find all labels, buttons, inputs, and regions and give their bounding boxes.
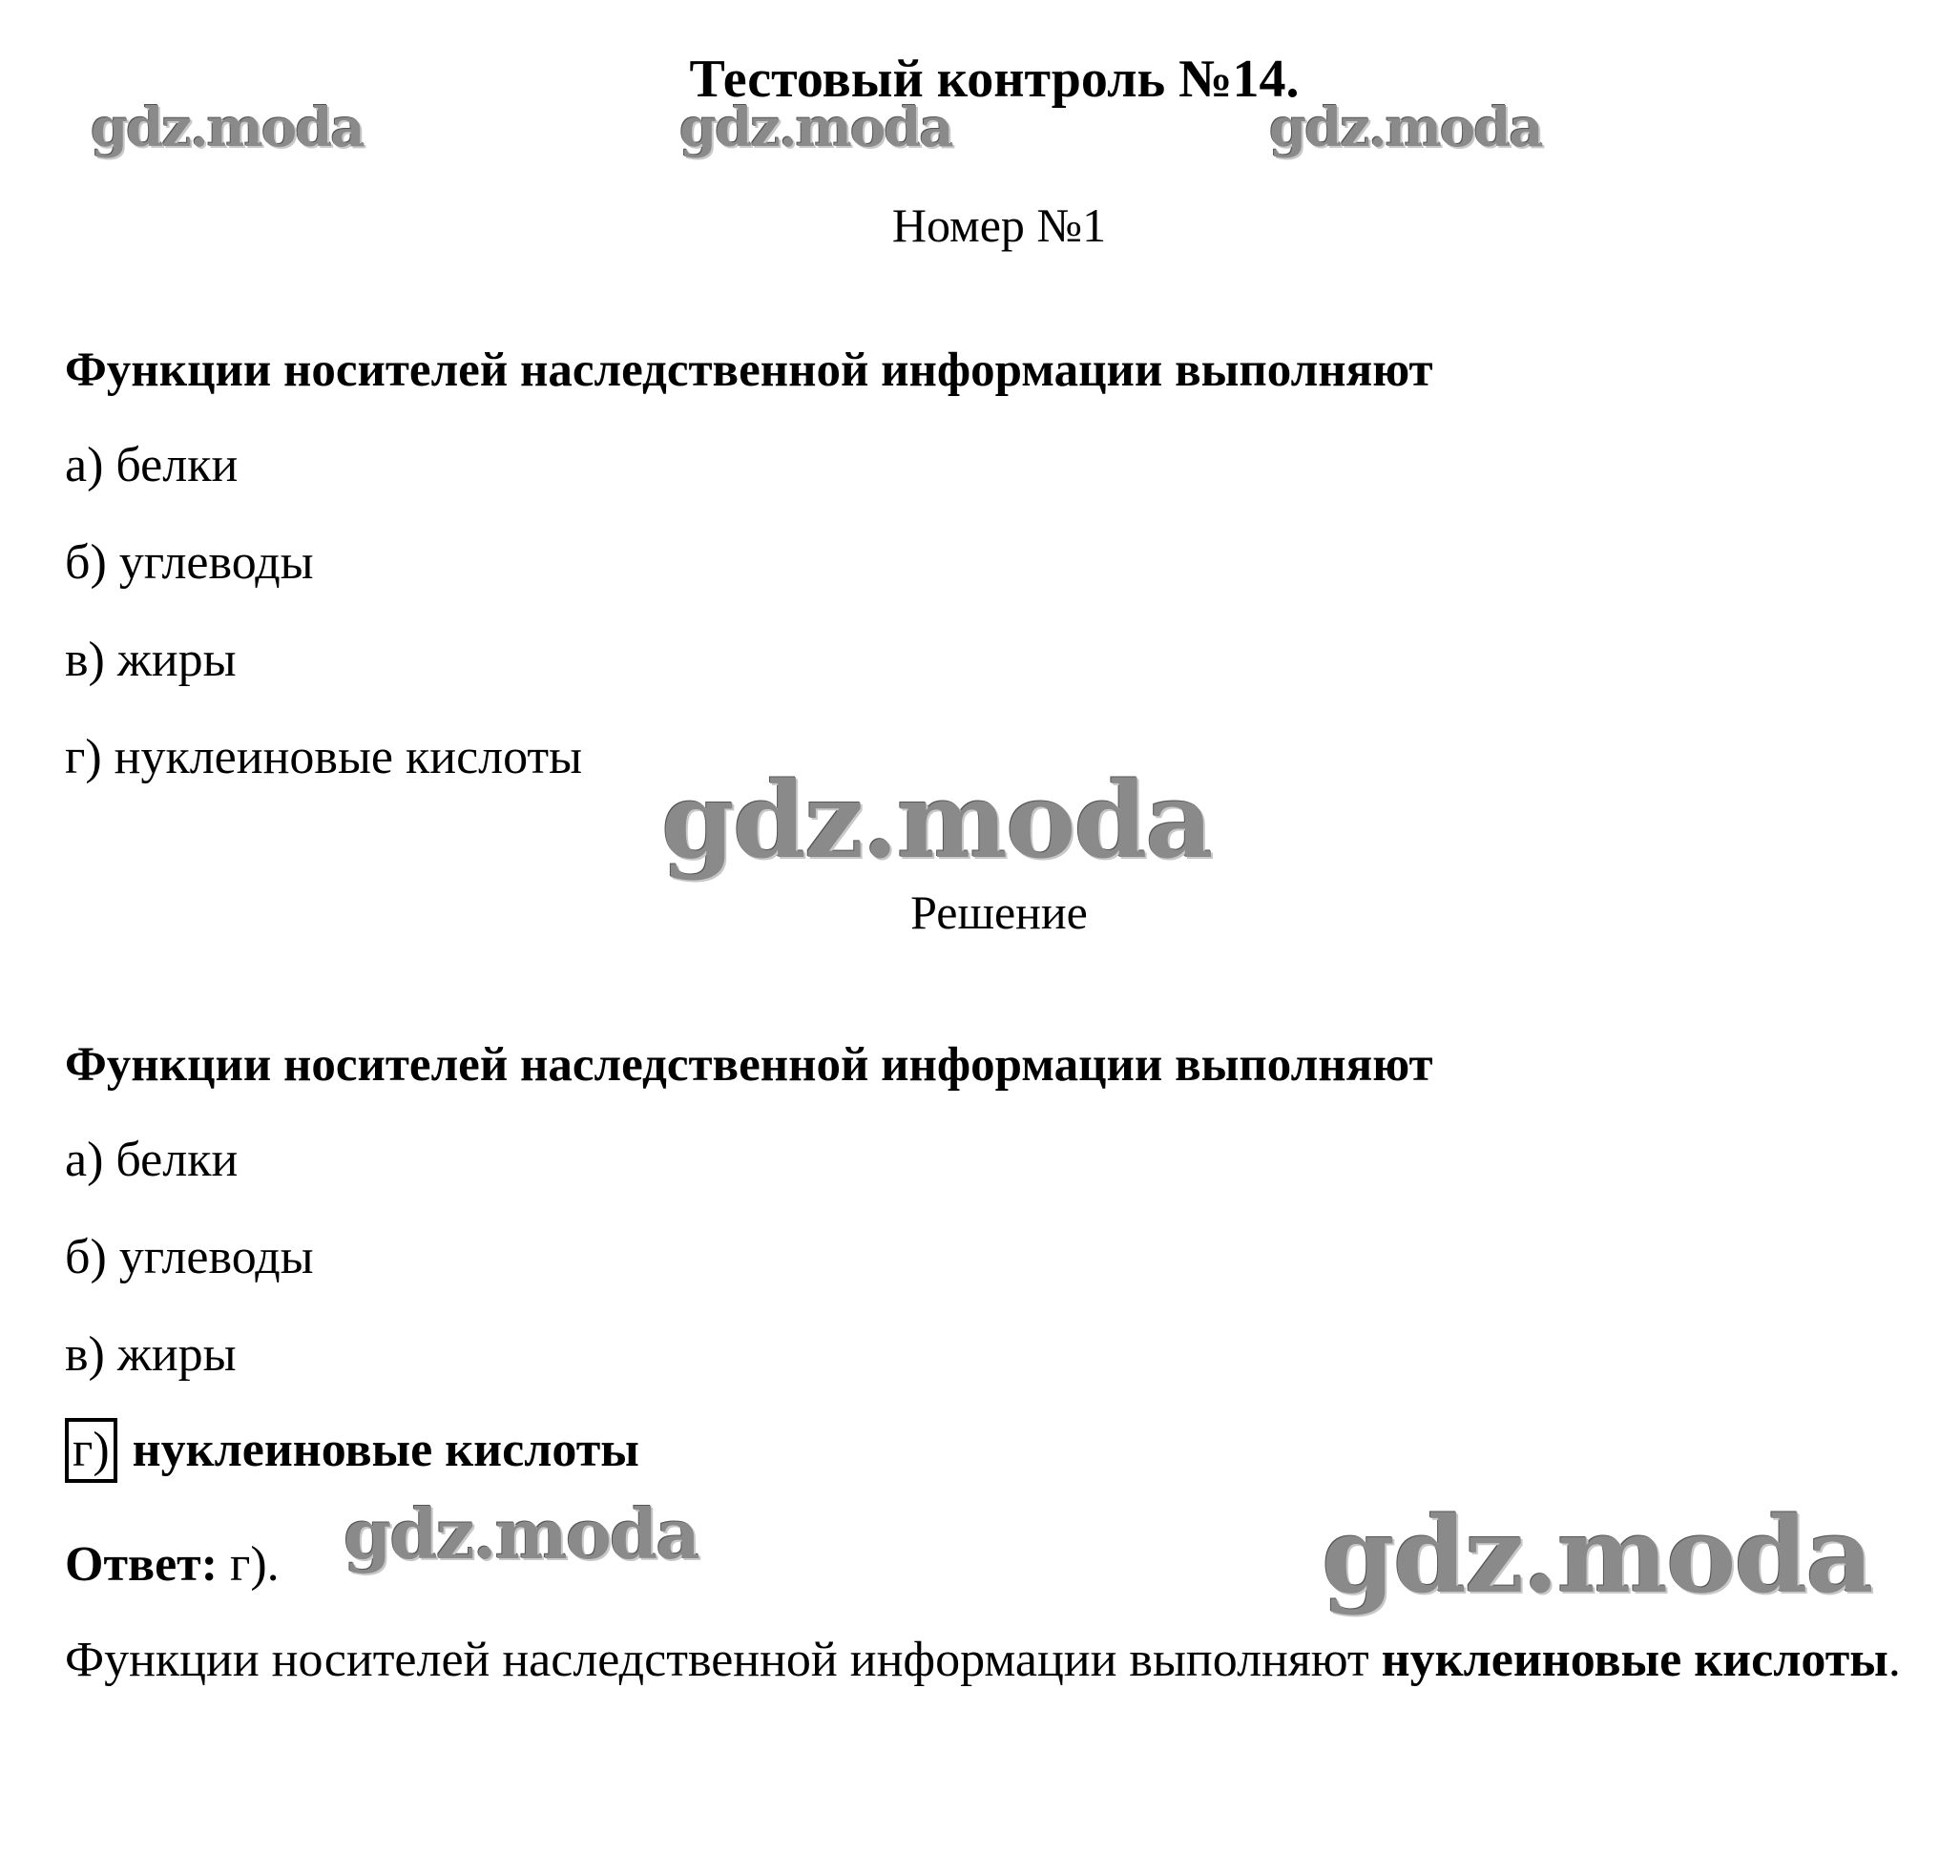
explanation [65,1613,1945,1708]
watermark-center: gdz.moda [661,759,1212,882]
answer-value: г). [218,1537,280,1592]
watermark-answer: gdz.moda [344,1493,699,1574]
solution-question-text: Функции носителей наследственной информации выполняют [65,1038,1433,1092]
explanation-prefix: Функции носителей наследственной информации выполняют [65,1633,1382,1687]
option-b: б) углеводы [65,535,314,590]
watermark-top-right: gdz.moda [1269,96,1542,159]
explanation-bold: нуклеиновые кислоты [1381,1633,1888,1687]
solution-option-d-selected [65,1418,639,1483]
solution-option-c: в) жиры [65,1327,237,1382]
solution-heading: Решение [910,886,1088,939]
task-number: Номер №1 [891,198,1107,252]
option-a: а) белки [65,438,239,492]
question-text: Функции носителей наследственной информации выполняют [65,344,1433,397]
option-c: в) жиры [65,633,237,687]
page-title: Тестовый контроль №14. [689,50,1300,109]
watermark-bottom-right: gdz.moda [1322,1493,1872,1616]
watermark-top-center: gdz.moda [679,96,952,159]
option-d: г) нуклеиновые кислоты [65,730,583,784]
selected-letter-box: г) [65,1418,117,1483]
solution-option-a: а) белки [65,1133,239,1187]
watermark-top-left: gdz.moda [91,96,364,159]
answer-line [65,1534,280,1595]
solution-option-b: б) углеводы [65,1230,314,1284]
explanation-suffix: . [1887,1633,1901,1687]
answer-label: Ответ: [65,1537,219,1592]
selected-option-text: нуклеиновые кислоты [132,1423,639,1477]
